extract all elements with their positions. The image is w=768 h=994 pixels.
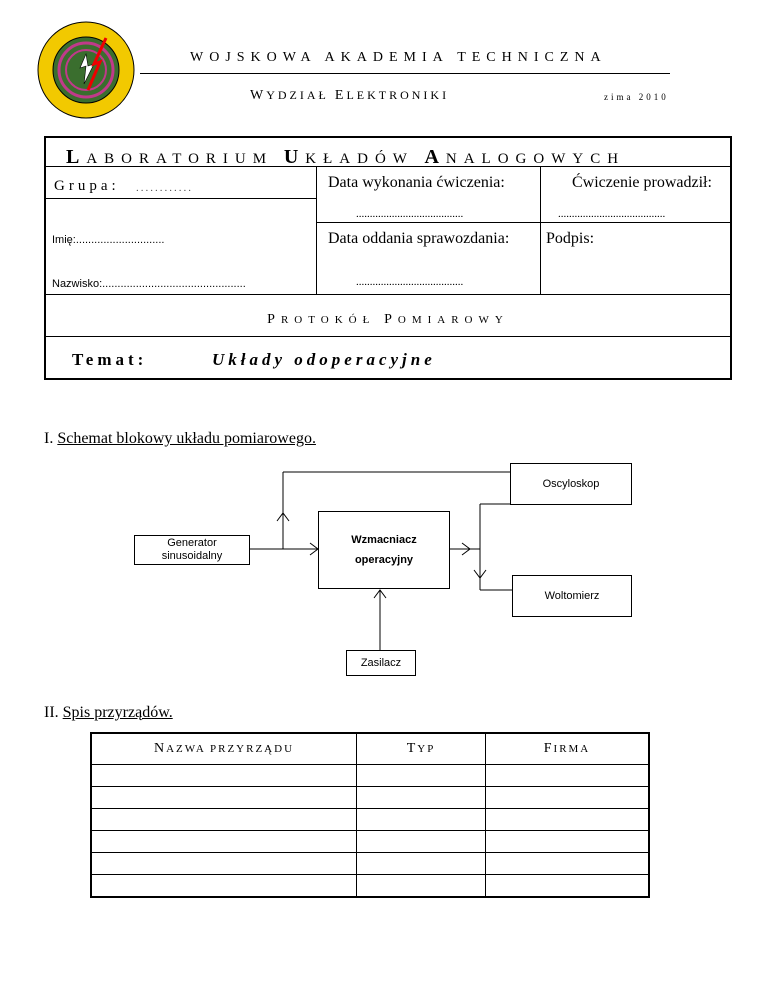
divider bbox=[46, 198, 316, 199]
table-cell[interactable] bbox=[357, 809, 486, 831]
table-cell[interactable] bbox=[357, 831, 486, 853]
wat-logo bbox=[36, 20, 136, 120]
table-row bbox=[91, 765, 649, 787]
table-cell[interactable] bbox=[486, 831, 650, 853]
column-header-name: NAZWA PRZYRZĄDU bbox=[91, 733, 357, 765]
signature-label: Podpis: bbox=[546, 230, 595, 247]
lab-form bbox=[44, 136, 732, 380]
supervisor-label: Ćwiczenie prowadził: bbox=[572, 174, 712, 191]
topic-label: Temat: bbox=[72, 350, 148, 369]
table-cell[interactable] bbox=[357, 875, 486, 898]
supervisor-field[interactable]: ....................................... bbox=[558, 208, 666, 220]
divider bbox=[46, 294, 730, 295]
table-body bbox=[91, 765, 649, 898]
surname-field[interactable]: Nazwisko:............................................... bbox=[52, 278, 246, 290]
table-row bbox=[91, 853, 649, 875]
instruments-table bbox=[90, 732, 650, 898]
table-cell[interactable] bbox=[91, 809, 357, 831]
group-label: Grupa: bbox=[54, 178, 120, 194]
table-cell[interactable] bbox=[91, 831, 357, 853]
table-row bbox=[91, 787, 649, 809]
column-header-type: TYP bbox=[357, 733, 486, 765]
exec-date-label: Data wykonania ćwiczenia: bbox=[328, 174, 505, 191]
season-label: zima 2010 bbox=[604, 92, 669, 102]
table-cell[interactable] bbox=[357, 853, 486, 875]
table-cell[interactable] bbox=[357, 787, 486, 809]
table-cell[interactable] bbox=[91, 787, 357, 809]
table-row bbox=[91, 831, 649, 853]
table-cell[interactable] bbox=[486, 787, 650, 809]
group-field[interactable]: ............ bbox=[136, 182, 193, 194]
column-header-company: FIRMA bbox=[486, 733, 650, 765]
section-heading-schematic: I. Schemat blokowy układu pomiarowego. bbox=[44, 430, 316, 447]
table-cell[interactable] bbox=[357, 765, 486, 787]
university-name: WOJSKOWA AKADEMIA TECHNICZNA bbox=[190, 50, 607, 65]
submit-date-field[interactable]: ....................................... bbox=[356, 276, 464, 288]
amplifier-block: Wzmacniacz operacyjny bbox=[318, 511, 450, 589]
voltmeter-block: Woltomierz bbox=[512, 575, 632, 617]
exec-date-field[interactable]: ....................................... bbox=[356, 208, 464, 220]
header-divider bbox=[140, 73, 670, 74]
divider bbox=[316, 166, 317, 294]
lab-title: LABORATORIUM UKŁADÓW ANALOGOWYCH bbox=[66, 146, 626, 168]
divider bbox=[46, 336, 730, 337]
table-cell[interactable] bbox=[486, 765, 650, 787]
power-supply-block: Zasilacz bbox=[346, 650, 416, 676]
table-cell[interactable] bbox=[91, 765, 357, 787]
table-row bbox=[91, 875, 649, 898]
name-field[interactable]: Imię:............................. bbox=[52, 234, 165, 246]
divider bbox=[316, 222, 730, 223]
table-header-row bbox=[91, 733, 649, 765]
divider bbox=[46, 166, 730, 167]
table-cell[interactable] bbox=[486, 875, 650, 898]
section-heading-instruments: II. Spis przyrządów. bbox=[44, 704, 173, 721]
generator-block: Generator sinusoidalny bbox=[134, 535, 250, 565]
topic-value: Układy odoperacyjne bbox=[212, 350, 436, 369]
table-cell[interactable] bbox=[91, 875, 357, 898]
table-cell[interactable] bbox=[91, 853, 357, 875]
table-cell[interactable] bbox=[486, 853, 650, 875]
oscilloscope-block: Oscyloskop bbox=[510, 463, 632, 505]
divider bbox=[540, 166, 541, 294]
faculty-name: WYDZIAŁ ELEKTRONIKI bbox=[250, 88, 450, 103]
protocol-heading: PROTOKÓŁ POMIAROWY bbox=[267, 312, 509, 327]
table-cell[interactable] bbox=[486, 809, 650, 831]
table-row bbox=[91, 809, 649, 831]
submit-date-label: Data oddania sprawozdania: bbox=[328, 230, 510, 247]
